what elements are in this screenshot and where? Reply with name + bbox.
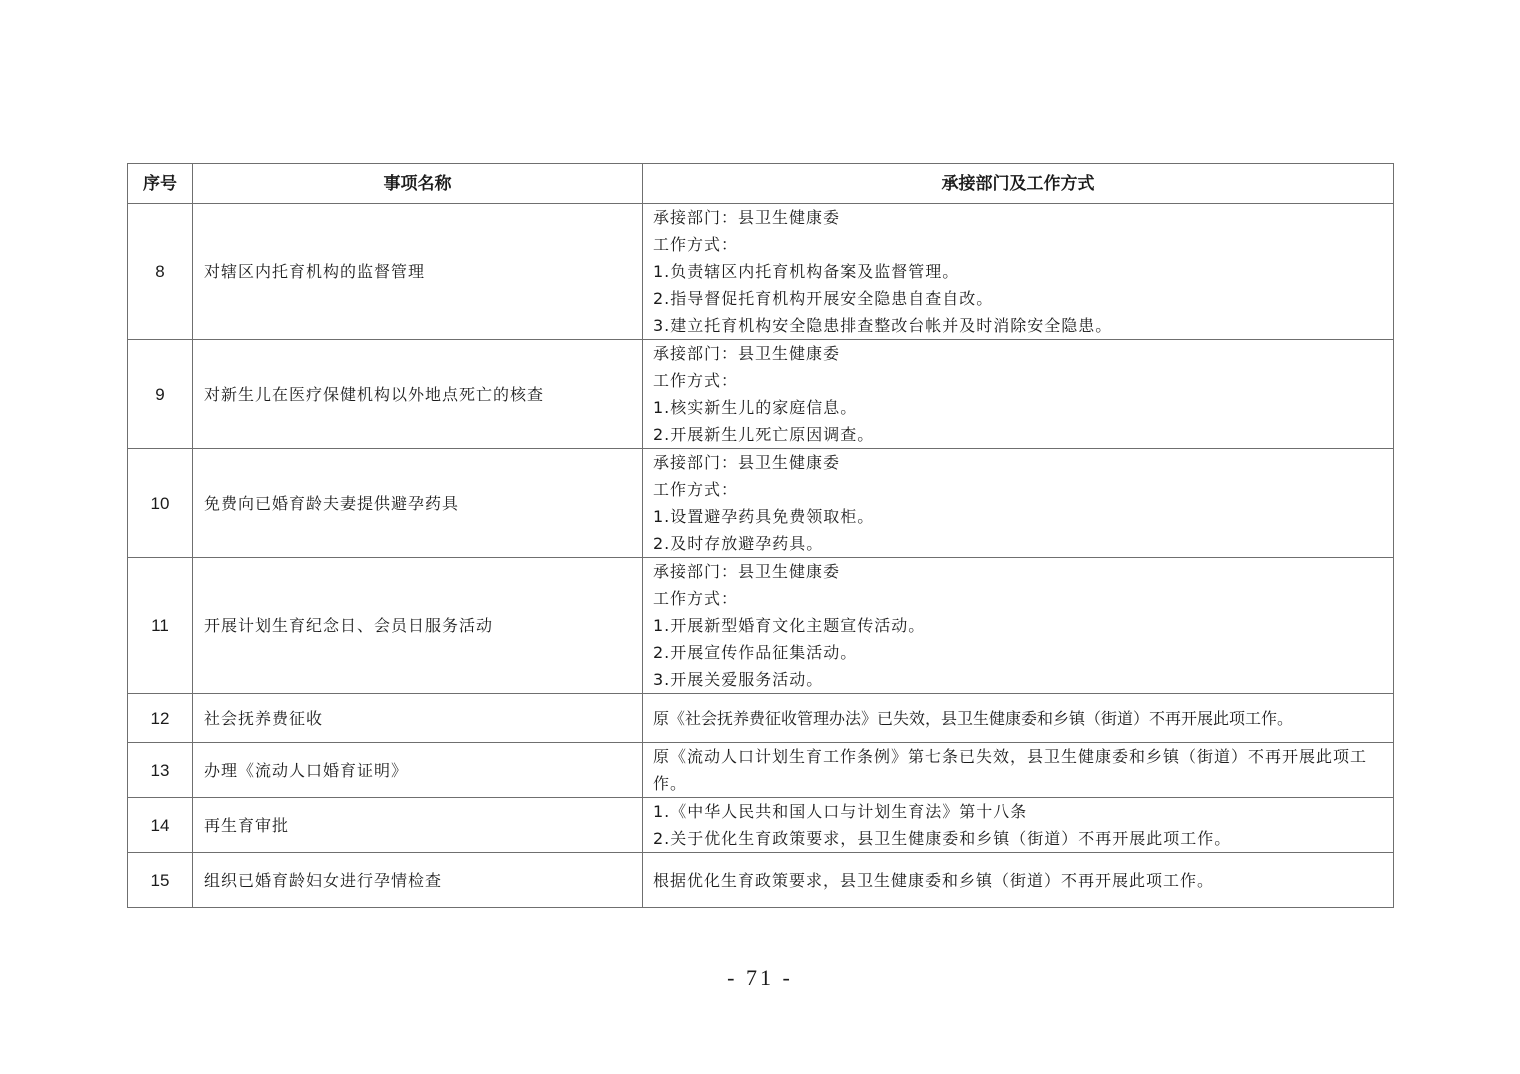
row-dept-method (643, 798, 1394, 853)
table-row (128, 558, 1394, 694)
header-dept-method: 承接部门及工作方式 (643, 164, 1394, 204)
dept-line: 2.指导督促托育机构开展安全隐患自查自改。 (653, 289, 994, 308)
row-seq: 8 (128, 204, 193, 340)
row-dept-method (643, 340, 1394, 449)
dept-line: 1.负责辖区内托育机构备案及监督管理。 (653, 262, 960, 281)
row-item-name: 组织已婚育龄妇女进行孕情检查 (193, 853, 643, 908)
row-dept-method (643, 743, 1394, 798)
row-seq: 12 (128, 694, 193, 743)
row-dept-method (643, 694, 1394, 743)
dept-line: 3.建立托育机构安全隐患排查整改台帐并及时消除安全隐患。 (653, 316, 1113, 335)
row-item-name: 再生育审批 (193, 798, 643, 853)
row-seq: 9 (128, 340, 193, 449)
row-dept-method (643, 204, 1394, 340)
row-dept-method (643, 853, 1394, 908)
dept-line: 2.及时存放避孕药具。 (653, 534, 824, 553)
dept-line: 2.关于优化生育政策要求，县卫生健康委和乡镇（街道）不再开展此项工作。 (653, 829, 1232, 848)
row-seq: 15 (128, 853, 193, 908)
row-item-name: 对新生儿在医疗保健机构以外地点死亡的核查 (193, 340, 643, 449)
header-item-name: 事项名称 (193, 164, 643, 204)
table-row (128, 204, 1394, 340)
table-row (128, 340, 1394, 449)
dept-line: 2.开展新生儿死亡原因调查。 (653, 425, 875, 444)
dept-line: 1.设置避孕药具免费领取柜。 (653, 507, 875, 526)
dept-line: 承接部门：县卫生健康委 (653, 562, 841, 581)
row-seq: 13 (128, 743, 193, 798)
table-row (128, 743, 1394, 798)
dept-line: 原《社会抚养费征收管理办法》已失效，县卫生健康委和乡镇（街道）不再开展此项工作。 (653, 708, 1294, 728)
row-dept-method (643, 449, 1394, 558)
dept-line: 工作方式： (653, 480, 739, 499)
dept-line: 1.开展新型婚育文化主题宣传活动。 (653, 616, 926, 635)
dept-line: 工作方式： (653, 371, 739, 390)
row-seq: 11 (128, 558, 193, 694)
row-item-name: 对辖区内托育机构的监督管理 (193, 204, 643, 340)
table-header-row (128, 164, 1394, 204)
dept-line: 2.开展宣传作品征集活动。 (653, 643, 858, 662)
dept-line: 承接部门：县卫生健康委 (653, 208, 841, 227)
row-item-name: 免费向已婚育龄夫妻提供避孕药具 (193, 449, 643, 558)
table-row (128, 449, 1394, 558)
table-row (128, 798, 1394, 853)
dept-line: 1.《中华人民共和国人口与计划生育法》第十八条 (653, 802, 1028, 821)
dept-line: 1.核实新生儿的家庭信息。 (653, 398, 858, 417)
dept-line: 根据优化生育政策要求，县卫生健康委和乡镇（街道）不再开展此项工作。 (653, 870, 1215, 890)
row-seq: 10 (128, 449, 193, 558)
page-number: - 71 - (727, 965, 793, 990)
row-dept-method (643, 558, 1394, 694)
row-item-name: 开展计划生育纪念日、会员日服务活动 (193, 558, 643, 694)
dept-line: 3.开展关爱服务活动。 (653, 670, 824, 689)
row-item-name: 办理《流动人口婚育证明》 (193, 743, 643, 798)
dept-line: 原《流动人口计划生育工作条例》第七条已失效，县卫生健康委和乡镇（街道）不再开展此项工作。 (653, 747, 1368, 793)
dept-line: 工作方式： (653, 235, 739, 254)
row-item-name: 社会抚养费征收 (193, 694, 643, 743)
table-row (128, 853, 1394, 908)
dept-line: 承接部门：县卫生健康委 (653, 453, 841, 472)
table-row (128, 694, 1394, 743)
work-items-table (127, 163, 1394, 908)
row-seq: 14 (128, 798, 193, 853)
dept-line: 工作方式： (653, 589, 739, 608)
header-seq: 序号 (128, 164, 193, 204)
dept-line: 承接部门：县卫生健康委 (653, 344, 841, 363)
